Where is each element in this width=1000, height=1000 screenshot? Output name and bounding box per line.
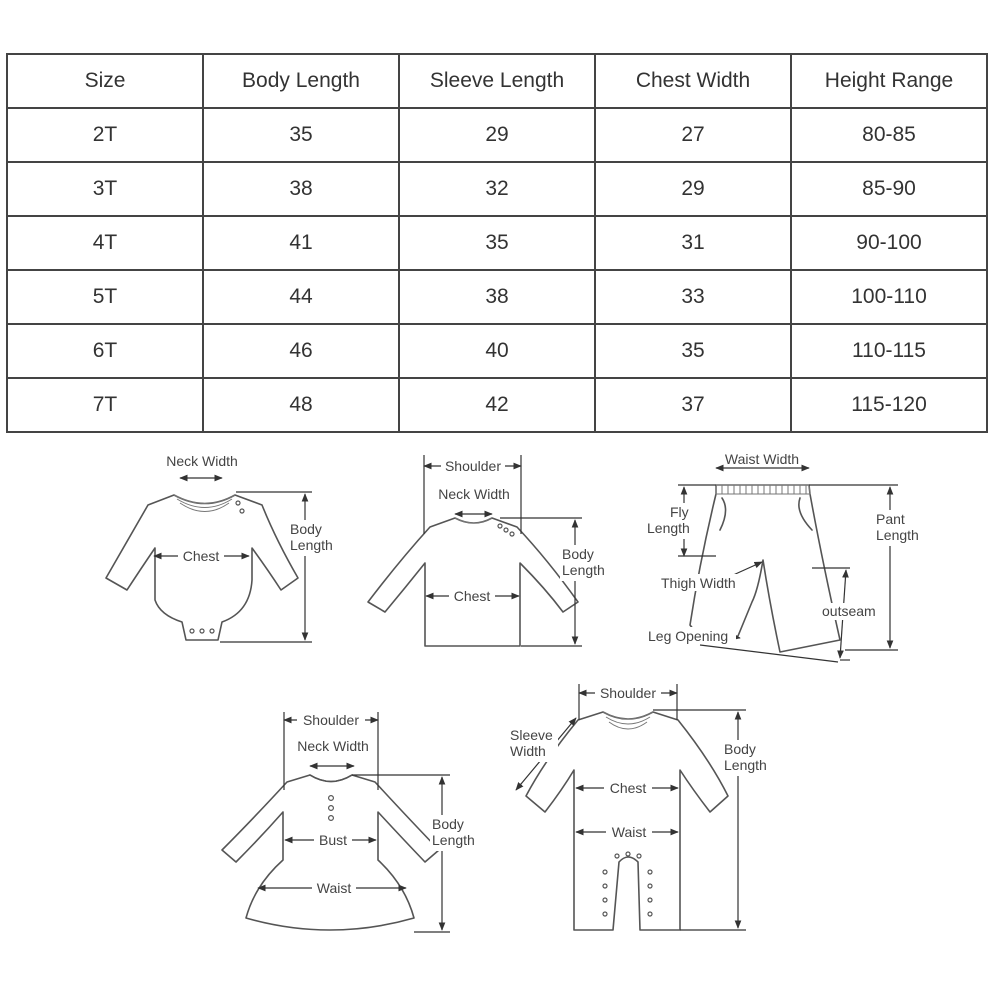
- pants-thigh-width-label: Thigh Width: [661, 575, 736, 591]
- cell-chest-width: 29: [595, 162, 791, 216]
- romper-shoulder-label: Shoulder: [599, 685, 657, 701]
- cell-size: 3T: [7, 162, 203, 216]
- cell-size: 4T: [7, 216, 203, 270]
- bodysuit-neck-width-label: Neck Width: [166, 453, 238, 469]
- cell-sleeve-length: 42: [399, 378, 595, 432]
- header-size: Size: [7, 54, 203, 108]
- bodysuit-body-length-label-2: Length: [290, 537, 333, 553]
- header-body-length: Body Length: [203, 54, 399, 108]
- bodysuit-body-length-label-1: Body: [290, 521, 322, 537]
- pants-diagram: [646, 451, 926, 662]
- cell-height-range: 85-90: [791, 162, 987, 216]
- cell-chest-width: 33: [595, 270, 791, 324]
- romper-waist-label: Waist: [611, 824, 647, 840]
- dress-collar-icon: [310, 775, 352, 782]
- cell-height-range: 115-120: [791, 378, 987, 432]
- top-outline: [368, 518, 578, 646]
- pants-length-label-1: Pant: [876, 511, 905, 527]
- romper-sleeve-width-label-1: Sleeve: [510, 727, 553, 743]
- header-height-range: Height Range: [791, 54, 987, 108]
- cell-height-range: 90-100: [791, 216, 987, 270]
- romper-diagram: [508, 684, 774, 930]
- bodysuit-diagram: [106, 453, 338, 642]
- cell-chest-width: 37: [595, 378, 791, 432]
- dress-body-length-label-2: Length: [432, 832, 475, 848]
- top-neck-width-label: Neck Width: [438, 486, 510, 502]
- header-sleeve-length: Sleeve Length: [399, 54, 595, 108]
- cell-body-length: 38: [203, 162, 399, 216]
- cell-size: 6T: [7, 324, 203, 378]
- cell-body-length: 48: [203, 378, 399, 432]
- dress-body-length-label-1: Body: [432, 816, 464, 832]
- romper-collar-icon: [603, 712, 653, 729]
- cell-sleeve-length: 29: [399, 108, 595, 162]
- cell-body-length: 46: [203, 324, 399, 378]
- romper-body-length-label-2: Length: [724, 757, 767, 773]
- bodysuit-chest-label: Chest: [182, 548, 220, 564]
- pants-waistband-icon: [716, 485, 810, 494]
- cell-sleeve-length: 35: [399, 216, 595, 270]
- cell-body-length: 44: [203, 270, 399, 324]
- cell-sleeve-length: 32: [399, 162, 595, 216]
- top-chest-label: Chest: [453, 588, 491, 604]
- cell-body-length: 35: [203, 108, 399, 162]
- cell-chest-width: 27: [595, 108, 791, 162]
- bodysuit-collar-icon: [174, 495, 235, 512]
- pants-fly-length-label-2: Length: [647, 520, 690, 536]
- cell-sleeve-length: 40: [399, 324, 595, 378]
- top-shoulder-label: Shoulder: [444, 458, 502, 474]
- dress-diagram: [222, 712, 482, 932]
- pants-fly-length-label-1: Fly: [670, 504, 689, 520]
- cell-sleeve-length: 38: [399, 270, 595, 324]
- pants-length-label-2: Length: [876, 527, 919, 543]
- cell-size: 2T: [7, 108, 203, 162]
- pants-waist-width-label: Waist Width: [724, 451, 800, 467]
- pants-leg-opening-label: Leg Opening: [648, 628, 729, 644]
- dress-neck-width-label: Neck Width: [297, 738, 369, 754]
- top-body-length-label-2: Length: [562, 562, 605, 578]
- cell-size: 5T: [7, 270, 203, 324]
- cell-chest-width: 31: [595, 216, 791, 270]
- romper-sleeve-width-label-2: Width: [510, 743, 546, 759]
- cell-size: 7T: [7, 378, 203, 432]
- romper-body-length-label-1: Body: [724, 741, 756, 757]
- cell-height-range: 110-115: [791, 324, 987, 378]
- cell-chest-width: 35: [595, 324, 791, 378]
- dress-bust-label: Bust: [318, 832, 348, 848]
- header-chest-width: Chest Width: [595, 54, 791, 108]
- dress-waist-label: Waist: [316, 880, 352, 896]
- top-body-length-label-1: Body: [562, 546, 594, 562]
- bodysuit-outline: [106, 495, 298, 640]
- cell-height-range: 80-85: [791, 108, 987, 162]
- dress-shoulder-label: Shoulder: [302, 712, 360, 728]
- top-diagram: [368, 455, 610, 646]
- romper-chest-label: Chest: [609, 780, 647, 796]
- cell-body-length: 41: [203, 216, 399, 270]
- pants-outseam-label: outseam: [822, 603, 876, 619]
- cell-height-range: 100-110: [791, 270, 987, 324]
